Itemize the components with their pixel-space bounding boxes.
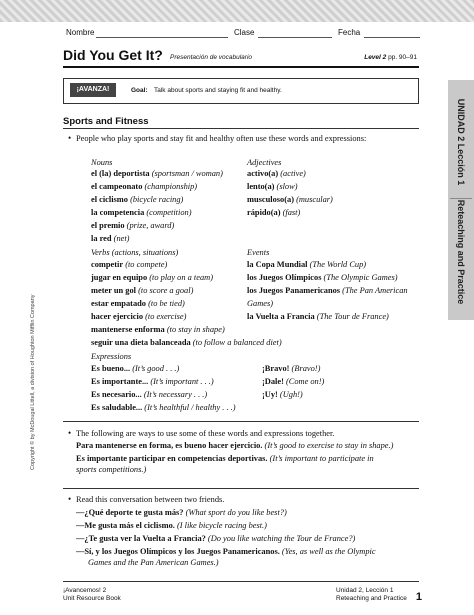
nouns-header: Nouns bbox=[91, 158, 113, 167]
title-rule bbox=[63, 66, 419, 68]
adjectives-header: Adjectives bbox=[247, 158, 282, 167]
list-item: mantenerse enforma (to stay in shape) bbox=[91, 325, 225, 334]
conversation-line: Games and the Pan American Games.) bbox=[88, 558, 219, 567]
avanza-badge: ¡AVANZA! bbox=[70, 83, 116, 97]
conversation-line: —¿Qué deporte te gusta más? (What sport do you like best?) bbox=[76, 508, 287, 517]
events-header: Events bbox=[247, 248, 270, 257]
side-tab bbox=[448, 80, 474, 320]
section-rule bbox=[63, 128, 419, 129]
list-item: el (la) deportista (sportsman / woman) bbox=[91, 169, 223, 178]
section-title: Sports and Fitness bbox=[63, 116, 149, 127]
copyright-notice: Copyright © by McDougal Littell, a division of Houghton Mifflin Company bbox=[30, 294, 36, 470]
level-pages: pp. 90–91 bbox=[386, 54, 417, 61]
list-item: activo(a) (active) bbox=[247, 169, 306, 178]
list-item: la Copa Mundial (The World Cup) bbox=[247, 260, 367, 269]
conversation-intro: Read this conversation between two friends. bbox=[76, 495, 225, 504]
decorative-banner bbox=[0, 0, 474, 22]
page-title: Did You Get It? bbox=[63, 47, 163, 63]
usage-example-2: Es importante participar en competencias deportivas. (It’s important to participate in bbox=[76, 454, 374, 463]
bullet: • bbox=[68, 133, 72, 143]
usage-intro: The following are ways to use some of these words and expressions together. bbox=[76, 429, 335, 438]
list-item: lento(a) (slow) bbox=[247, 182, 298, 191]
list-item: Es bueno... (It’s good . . .) bbox=[91, 364, 180, 373]
page-subtitle: Presentación de vocabulario bbox=[170, 54, 253, 61]
list-item: Es importante... (It’s important . . .) bbox=[91, 377, 214, 386]
conversation-line: —Sí, y los Juegos Olímpicos y los Juegos Panamericanos. (Yes, as well as the Olympic bbox=[76, 547, 376, 556]
level-label: Level 2 bbox=[364, 54, 387, 61]
date-field[interactable] bbox=[364, 37, 420, 38]
list-item: ¡Dale! (Come on!) bbox=[262, 377, 325, 386]
list-item: seguir una dieta balanceada (to follow a balanced diet) bbox=[91, 338, 282, 347]
unit-lesson: Unidad 2, Lección 1 bbox=[336, 587, 394, 594]
list-item: el premio (prize, award) bbox=[91, 221, 175, 230]
list-item: los Juegos Olímpicos (The Olympic Games) bbox=[247, 273, 398, 282]
book-title: ¡Avancemos! 2 bbox=[63, 587, 107, 594]
list-item: Es saludable... (It’s healthful / healthy . . .) bbox=[91, 403, 236, 412]
expressions-header: Expressions bbox=[91, 352, 132, 361]
bullet: • bbox=[68, 494, 72, 504]
footer-left bbox=[63, 587, 121, 603]
list-item: el ciclismo (bicycle racing) bbox=[91, 195, 184, 204]
verbs-header: Verbs (actions, situations) bbox=[91, 248, 179, 257]
list-item: la red (net) bbox=[91, 234, 130, 243]
list-item: Games) bbox=[247, 299, 274, 308]
date-label: Fecha bbox=[338, 28, 361, 37]
class-label: Clase bbox=[234, 28, 255, 37]
class-field[interactable] bbox=[258, 37, 332, 38]
list-item: Es necesario... (It’s necessary . . .) bbox=[91, 390, 208, 399]
section-name: Reteaching and Practice bbox=[336, 595, 407, 602]
list-item: el campeonato (championship) bbox=[91, 182, 198, 191]
list-item: rápido(a) (fast) bbox=[247, 208, 301, 217]
book-subtitle: Unit Resource Book bbox=[63, 595, 121, 602]
footer-rule bbox=[63, 581, 419, 582]
list-item: estar empatado (to be tied) bbox=[91, 299, 185, 308]
page-number: 1 bbox=[415, 591, 422, 603]
list-item: ¡Uy! (Ugh!) bbox=[262, 390, 303, 399]
list-item: la competencia (competition) bbox=[91, 208, 192, 217]
goal-text: Talk about sports and staying fit and healthy. bbox=[154, 87, 282, 94]
bullet: • bbox=[68, 428, 72, 438]
footer-right bbox=[336, 587, 407, 603]
usage-example-1: Para mantenerse en forma, es bueno hacer ejercicio. (It’s good to exercise to stay in shape.) bbox=[76, 441, 394, 450]
list-item: ¡Bravo! (Bravo!) bbox=[262, 364, 321, 373]
goal-label: Goal: bbox=[131, 87, 148, 94]
goal-box bbox=[63, 78, 419, 104]
usage-example-2-cont: sports competitions.) bbox=[76, 465, 147, 474]
side-tab-section: Reteaching and Practice bbox=[456, 199, 466, 305]
side-tab-unit: UNIDAD 2 Lección 1 bbox=[456, 98, 466, 186]
list-item: hacer ejercicio (to exercise) bbox=[91, 312, 187, 321]
list-item: competir (to compete) bbox=[91, 260, 168, 269]
list-item: meter un gol (to score a goal) bbox=[91, 286, 194, 295]
section-rule bbox=[63, 488, 419, 489]
level-reference bbox=[364, 54, 417, 61]
name-field[interactable] bbox=[96, 37, 228, 38]
list-item: la Vuelta a Francia (The Tour de France) bbox=[247, 312, 389, 321]
section-rule bbox=[63, 421, 419, 422]
name-label: Nombre bbox=[66, 28, 95, 37]
intro-text: People who play sports and stay fit and healthy often use these words and expressions: bbox=[76, 134, 367, 143]
list-item: jugar en equipo (to play on a team) bbox=[91, 273, 213, 282]
conversation-line: —Me gusta más el ciclismo. (I like bicycle racing best.) bbox=[76, 521, 267, 530]
list-item: los Juegos Panamericanos (The Pan American bbox=[247, 286, 408, 295]
list-item: musculoso(a) (muscular) bbox=[247, 195, 333, 204]
conversation-line: —¿Te gusta ver la Vuelta a Francia? (Do you like watching the Tour de France?) bbox=[76, 534, 356, 543]
